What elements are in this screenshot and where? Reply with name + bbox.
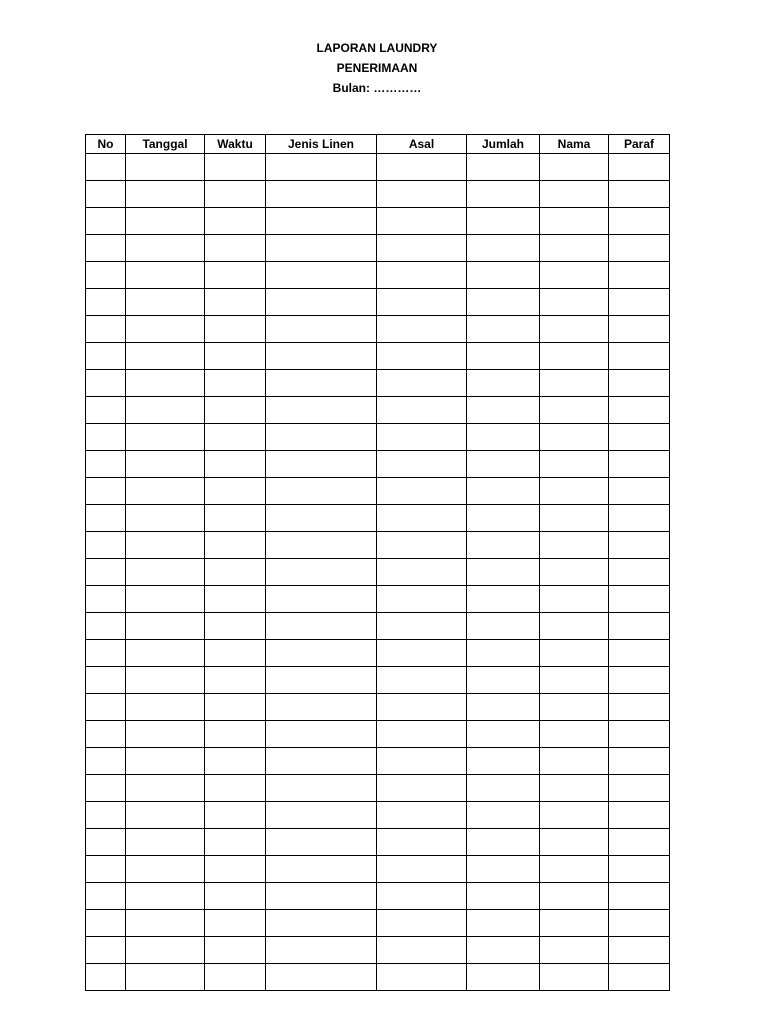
table-cell <box>126 964 205 991</box>
table-cell <box>126 532 205 559</box>
table-cell <box>126 505 205 532</box>
table-row <box>86 424 670 451</box>
table-cell <box>205 343 266 370</box>
table-cell <box>540 802 609 829</box>
table-cell <box>266 505 377 532</box>
table-cell <box>467 424 540 451</box>
table-row <box>86 505 670 532</box>
table-cell <box>540 694 609 721</box>
table-cell <box>126 613 205 640</box>
table-cell <box>126 397 205 424</box>
table-cell <box>540 856 609 883</box>
table-cell <box>266 478 377 505</box>
table-cell <box>467 478 540 505</box>
table-cell <box>126 316 205 343</box>
table-cell <box>205 316 266 343</box>
table-cell <box>126 856 205 883</box>
table-cell <box>205 775 266 802</box>
table-cell <box>205 667 266 694</box>
table-cell <box>205 235 266 262</box>
table-cell <box>540 775 609 802</box>
table-cell <box>377 910 467 937</box>
table-cell <box>540 208 609 235</box>
table-cell <box>266 343 377 370</box>
table-cell <box>467 397 540 424</box>
table-row <box>86 856 670 883</box>
table-cell <box>205 937 266 964</box>
table-cell <box>86 289 126 316</box>
table-cell <box>467 829 540 856</box>
table-row <box>86 937 670 964</box>
table-cell <box>126 937 205 964</box>
table-cell <box>377 181 467 208</box>
table-cell <box>86 262 126 289</box>
table-cell <box>86 235 126 262</box>
table-cell <box>266 424 377 451</box>
table-cell <box>126 370 205 397</box>
column-header-asal: Asal <box>377 135 467 154</box>
table-cell <box>86 667 126 694</box>
table-cell <box>540 559 609 586</box>
table-cell <box>467 235 540 262</box>
table-cell <box>540 424 609 451</box>
table-cell <box>86 694 126 721</box>
table-cell <box>609 181 670 208</box>
table-cell <box>540 667 609 694</box>
table-cell <box>467 586 540 613</box>
table-cell <box>205 748 266 775</box>
table-row <box>86 532 670 559</box>
table-cell <box>266 532 377 559</box>
table-cell <box>205 883 266 910</box>
table-cell <box>126 343 205 370</box>
table-cell <box>86 532 126 559</box>
table-cell <box>467 937 540 964</box>
table-cell <box>126 181 205 208</box>
table-row <box>86 613 670 640</box>
table-cell <box>266 964 377 991</box>
report-title: LAPORAN LAUNDRY <box>316 41 438 55</box>
table-cell <box>377 154 467 181</box>
table-cell <box>609 667 670 694</box>
table-cell <box>377 532 467 559</box>
table-cell <box>86 505 126 532</box>
table-cell <box>86 154 126 181</box>
table-cell <box>467 856 540 883</box>
table-cell <box>467 667 540 694</box>
table-cell <box>540 262 609 289</box>
table-cell <box>266 667 377 694</box>
table-cell <box>266 883 377 910</box>
table-cell <box>540 451 609 478</box>
table-cell <box>467 640 540 667</box>
table-cell <box>467 532 540 559</box>
table-cell <box>609 694 670 721</box>
table-cell <box>266 586 377 613</box>
table-cell <box>205 964 266 991</box>
table-cell <box>205 451 266 478</box>
table-row <box>86 667 670 694</box>
table-cell <box>266 397 377 424</box>
table-cell <box>126 154 205 181</box>
table-cell <box>377 586 467 613</box>
table-row <box>86 208 670 235</box>
table-cell <box>467 694 540 721</box>
table-cell <box>609 370 670 397</box>
table-cell <box>540 505 609 532</box>
table-cell <box>86 451 126 478</box>
table-cell <box>467 775 540 802</box>
table-cell <box>540 397 609 424</box>
table-cell <box>126 802 205 829</box>
table-cell <box>467 208 540 235</box>
table-cell <box>205 478 266 505</box>
table-cell <box>609 775 670 802</box>
table-cell <box>126 586 205 613</box>
table-cell <box>205 910 266 937</box>
table-cell <box>609 748 670 775</box>
table-row <box>86 262 670 289</box>
table-cell <box>86 721 126 748</box>
table-cell <box>86 586 126 613</box>
table-cell <box>377 262 467 289</box>
table-row <box>86 397 670 424</box>
table-cell <box>609 397 670 424</box>
table-cell <box>266 235 377 262</box>
table-cell <box>266 289 377 316</box>
table-cell <box>86 424 126 451</box>
table-cell <box>609 505 670 532</box>
table-cell <box>540 721 609 748</box>
table-cell <box>205 397 266 424</box>
table-cell <box>266 694 377 721</box>
document-header <box>0 38 754 98</box>
table-row <box>86 748 670 775</box>
table-cell <box>377 883 467 910</box>
table-cell <box>266 154 377 181</box>
column-header-jumlah: Jumlah <box>467 135 540 154</box>
table-cell <box>609 937 670 964</box>
table-cell <box>86 910 126 937</box>
table-header-row <box>86 135 670 154</box>
table-cell <box>540 883 609 910</box>
table-cell <box>126 262 205 289</box>
table-cell <box>540 829 609 856</box>
table-cell <box>540 613 609 640</box>
table-cell <box>205 181 266 208</box>
table-cell <box>266 802 377 829</box>
table-cell <box>205 208 266 235</box>
table-cell <box>609 478 670 505</box>
table-cell <box>609 451 670 478</box>
table-cell <box>377 208 467 235</box>
table-cell <box>377 856 467 883</box>
table-cell <box>205 154 266 181</box>
table-cell <box>540 478 609 505</box>
table-row <box>86 316 670 343</box>
table-cell <box>126 640 205 667</box>
table-cell <box>377 235 467 262</box>
table-cell <box>126 694 205 721</box>
table-cell <box>377 397 467 424</box>
table-cell <box>205 586 266 613</box>
table-row <box>86 829 670 856</box>
table-cell <box>467 505 540 532</box>
table-cell <box>609 586 670 613</box>
table-cell <box>467 181 540 208</box>
table-cell <box>266 775 377 802</box>
table-row <box>86 289 670 316</box>
table-cell <box>609 856 670 883</box>
table-cell <box>86 343 126 370</box>
table-cell <box>126 478 205 505</box>
table-row <box>86 883 670 910</box>
table-cell <box>86 640 126 667</box>
table-cell <box>126 721 205 748</box>
table-cell <box>126 289 205 316</box>
table-cell <box>86 775 126 802</box>
table-cell <box>86 883 126 910</box>
table-cell <box>86 181 126 208</box>
table-cell <box>205 289 266 316</box>
table-cell <box>205 856 266 883</box>
table-cell <box>467 721 540 748</box>
table-cell <box>126 829 205 856</box>
table-cell <box>86 802 126 829</box>
table-cell <box>205 694 266 721</box>
table-cell <box>126 775 205 802</box>
table-cell <box>86 748 126 775</box>
table-cell <box>467 154 540 181</box>
table-cell <box>377 505 467 532</box>
table-cell <box>467 748 540 775</box>
table-cell <box>126 424 205 451</box>
table-cell <box>377 343 467 370</box>
table-cell <box>467 289 540 316</box>
table-cell <box>205 802 266 829</box>
table-cell <box>86 316 126 343</box>
table-cell <box>540 154 609 181</box>
table-cell <box>467 559 540 586</box>
table-cell <box>609 262 670 289</box>
table-body <box>86 154 670 991</box>
table-cell <box>377 667 467 694</box>
table-cell <box>86 856 126 883</box>
table-cell <box>467 316 540 343</box>
table-cell <box>540 910 609 937</box>
table-cell <box>377 829 467 856</box>
table-row <box>86 181 670 208</box>
table-cell <box>205 721 266 748</box>
table-cell <box>126 667 205 694</box>
table-cell <box>467 451 540 478</box>
table-cell <box>126 883 205 910</box>
table-cell <box>377 559 467 586</box>
table-cell <box>266 721 377 748</box>
table-cell <box>377 775 467 802</box>
table-cell <box>266 370 377 397</box>
table-cell <box>205 613 266 640</box>
month-line: Bulan: ………… <box>332 81 422 95</box>
table-row <box>86 235 670 262</box>
table-cell <box>467 343 540 370</box>
table-cell <box>266 208 377 235</box>
table-cell <box>540 181 609 208</box>
table-cell <box>266 262 377 289</box>
table-cell <box>377 613 467 640</box>
table-cell <box>540 586 609 613</box>
laundry-report-table <box>85 134 670 991</box>
table-row <box>86 802 670 829</box>
table-cell <box>266 910 377 937</box>
table-cell <box>266 316 377 343</box>
table-cell <box>126 235 205 262</box>
table-cell <box>377 964 467 991</box>
table-row <box>86 721 670 748</box>
table-cell <box>266 559 377 586</box>
table-cell <box>467 370 540 397</box>
table-row <box>86 910 670 937</box>
table-cell <box>126 910 205 937</box>
table-cell <box>266 640 377 667</box>
column-header-paraf: Paraf <box>609 135 670 154</box>
table-row <box>86 586 670 613</box>
column-header-nama: Nama <box>540 135 609 154</box>
table-cell <box>609 883 670 910</box>
table-cell <box>467 910 540 937</box>
table-cell <box>86 964 126 991</box>
table-cell <box>467 883 540 910</box>
table-cell <box>609 640 670 667</box>
table-row <box>86 559 670 586</box>
table-cell <box>86 208 126 235</box>
table-cell <box>467 262 540 289</box>
table-row <box>86 370 670 397</box>
column-header-no: No <box>86 135 126 154</box>
table-cell <box>126 748 205 775</box>
table-cell <box>126 451 205 478</box>
table-cell <box>86 370 126 397</box>
table-cell <box>540 937 609 964</box>
table-cell <box>86 478 126 505</box>
table-cell <box>377 640 467 667</box>
table-cell <box>540 289 609 316</box>
table-cell <box>609 559 670 586</box>
table-cell <box>205 262 266 289</box>
table-row <box>86 964 670 991</box>
table-cell <box>377 316 467 343</box>
table-cell <box>205 829 266 856</box>
table-cell <box>266 748 377 775</box>
table-cell <box>609 829 670 856</box>
table-cell <box>609 289 670 316</box>
table-cell <box>377 451 467 478</box>
table-cell <box>377 748 467 775</box>
table-cell <box>540 640 609 667</box>
table-cell <box>609 343 670 370</box>
table-cell <box>609 316 670 343</box>
table-row <box>86 451 670 478</box>
table-cell <box>377 478 467 505</box>
table-cell <box>540 748 609 775</box>
table-cell <box>266 856 377 883</box>
table-cell <box>467 613 540 640</box>
table-cell <box>205 559 266 586</box>
report-subtitle: PENERIMAAN <box>336 61 418 75</box>
table-cell <box>377 694 467 721</box>
table-row <box>86 154 670 181</box>
table-cell <box>609 910 670 937</box>
table-cell <box>205 505 266 532</box>
table-cell <box>467 964 540 991</box>
table-cell <box>205 640 266 667</box>
table-cell <box>377 370 467 397</box>
table-cell <box>609 532 670 559</box>
table-cell <box>266 829 377 856</box>
column-header-jenis-linen: Jenis Linen <box>266 135 377 154</box>
table-cell <box>609 424 670 451</box>
table-cell <box>205 424 266 451</box>
table-cell <box>609 613 670 640</box>
table-cell <box>377 937 467 964</box>
table-cell <box>540 964 609 991</box>
table-cell <box>86 829 126 856</box>
table-row <box>86 775 670 802</box>
table-cell <box>609 964 670 991</box>
table-cell <box>540 235 609 262</box>
column-header-tanggal: Tanggal <box>126 135 205 154</box>
table-cell <box>86 613 126 640</box>
table-cell <box>609 154 670 181</box>
table-cell <box>86 937 126 964</box>
table-row <box>86 640 670 667</box>
table-cell <box>540 532 609 559</box>
table-cell <box>86 559 126 586</box>
table-cell <box>205 532 266 559</box>
table-row <box>86 478 670 505</box>
table-cell <box>540 370 609 397</box>
table-cell <box>205 370 266 397</box>
table-cell <box>266 613 377 640</box>
table-cell <box>86 397 126 424</box>
table-cell <box>467 802 540 829</box>
table-cell <box>266 937 377 964</box>
table-cell <box>266 181 377 208</box>
table-row <box>86 694 670 721</box>
column-header-waktu: Waktu <box>205 135 266 154</box>
table-cell <box>377 802 467 829</box>
table-cell <box>609 802 670 829</box>
table-cell <box>540 316 609 343</box>
table-cell <box>377 424 467 451</box>
table-cell <box>266 451 377 478</box>
table-cell <box>377 289 467 316</box>
table-row <box>86 343 670 370</box>
table-cell <box>609 208 670 235</box>
table-cell <box>377 721 467 748</box>
table-cell <box>609 721 670 748</box>
table-cell <box>609 235 670 262</box>
table-cell <box>126 559 205 586</box>
table-cell <box>540 343 609 370</box>
table-cell <box>126 208 205 235</box>
